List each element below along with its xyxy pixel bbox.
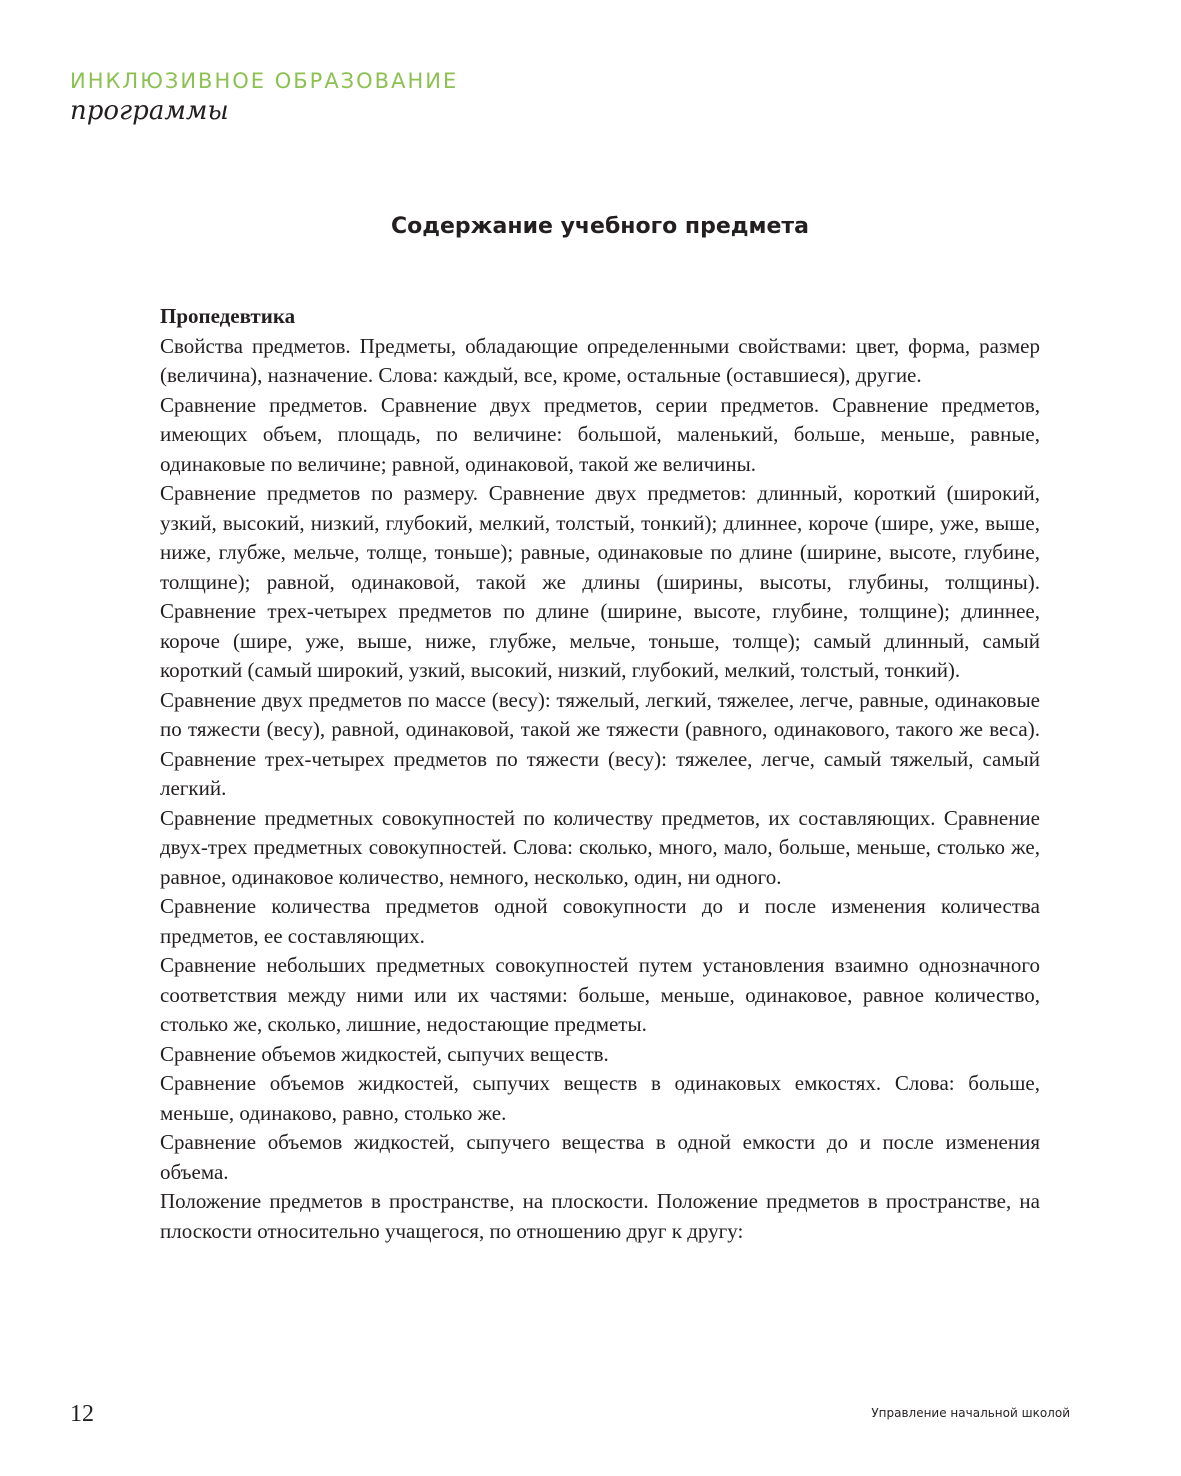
body-text bbox=[160, 302, 1040, 1246]
running-head bbox=[70, 68, 458, 126]
paragraph: Сравнение объемов жидкостей, сыпучих веществ в одинаковых емкостях. Слова: больше, меньше, одинаково, равно, столько же. bbox=[160, 1071, 1040, 1125]
section-heading: Пропедевтика bbox=[160, 304, 296, 328]
page-title: Содержание учебного предмета bbox=[390, 214, 810, 239]
paragraph: Сравнение двух предметов по массе (весу): тяжелый, легкий, тяжелее, легче, равные, одинаковые по тяжести (весу), равной, одинаковой, такой же тяжести (равного, одинакового, такого же веса). Сравнение трех-четырех предметов по тяжести (весу): тяжелее, легче, самый тяжелый, самый легкий. bbox=[160, 687, 1040, 800]
paragraph: Сравнение предметных совокупностей по количеству предметов, их составляющих. Сравнение двух-трех предметных совокупностей. Слова: сколько, много, мало, больше, меньше, столько же, равное, одинаковое количество, немного, несколько, один, ни одного. bbox=[160, 805, 1040, 889]
paragraph: Сравнение объемов жидкостей, сыпучего вещества в одной емкости до и после изменения объема. bbox=[160, 1130, 1040, 1184]
paragraph: Положение предметов в пространстве, на плоскости. Положение предметов в пространстве, на плоскости относительно учащегося, по отношению друг к другу: bbox=[160, 1189, 1040, 1243]
publication-title: Управление начальной школой bbox=[871, 1406, 1070, 1420]
series-title: ИНКЛЮЗИВНОЕ ОБРАЗОВАНИЕ bbox=[70, 69, 459, 93]
paragraph: Свойства предметов. Предметы, обладающие определенными свойствами: цвет, форма, размер (величина), назначение. Слова: каждый, все, кроме, остальные (оставшиеся), другие. bbox=[160, 333, 1040, 387]
page-number: 12 bbox=[70, 1401, 94, 1427]
series-subtitle: программы bbox=[70, 96, 229, 126]
paragraph: Сравнение предметов. Сравнение двух предметов, серии предметов. Сравнение предметов, имеющих объем, площадь, по величине: большой, маленький, больше, меньше, равные, одинаковые по величине; равной, одинаковой, такой же величины. bbox=[160, 392, 1040, 476]
paragraph: Сравнение количества предметов одной совокупности до и после изменения количества предметов, ее составляющих. bbox=[160, 894, 1040, 948]
paragraph: Сравнение предметов по размеру. Сравнение двух предметов: длинный, короткий (широкий, узкий, высокий, низкий, глубокий, мелкий, толстый, тонкий); длиннее, короче (шире, уже, выше, ниже, глубже, мельче, толще, тоньше); равные, одинаковые по длине (ширине, высоте, глубине, толщине); равной, одинаковой, такой же длины (ширины, высоты, глубины, толщины). Сравнение трех-четырех предметов по длине (ширине, высоте, глубине, толщине); длиннее, короче (шире, уже, выше, ниже, глубже, мельче, тоньше, толще); самый длинный, самый короткий (самый широкий, узкий, высокий, низкий, глубокий, мелкий, толстый, тонкий). bbox=[160, 481, 1040, 682]
paragraph: Сравнение небольших предметных совокупностей путем установления взаимно однозначного соответствия между ними или их частями: больше, меньше, одинаковое, равное количество, столько же, сколько, лишние, недостающие предметы. bbox=[160, 953, 1040, 1036]
paragraph: Сравнение объемов жидкостей, сыпучих веществ. bbox=[160, 1041, 609, 1066]
